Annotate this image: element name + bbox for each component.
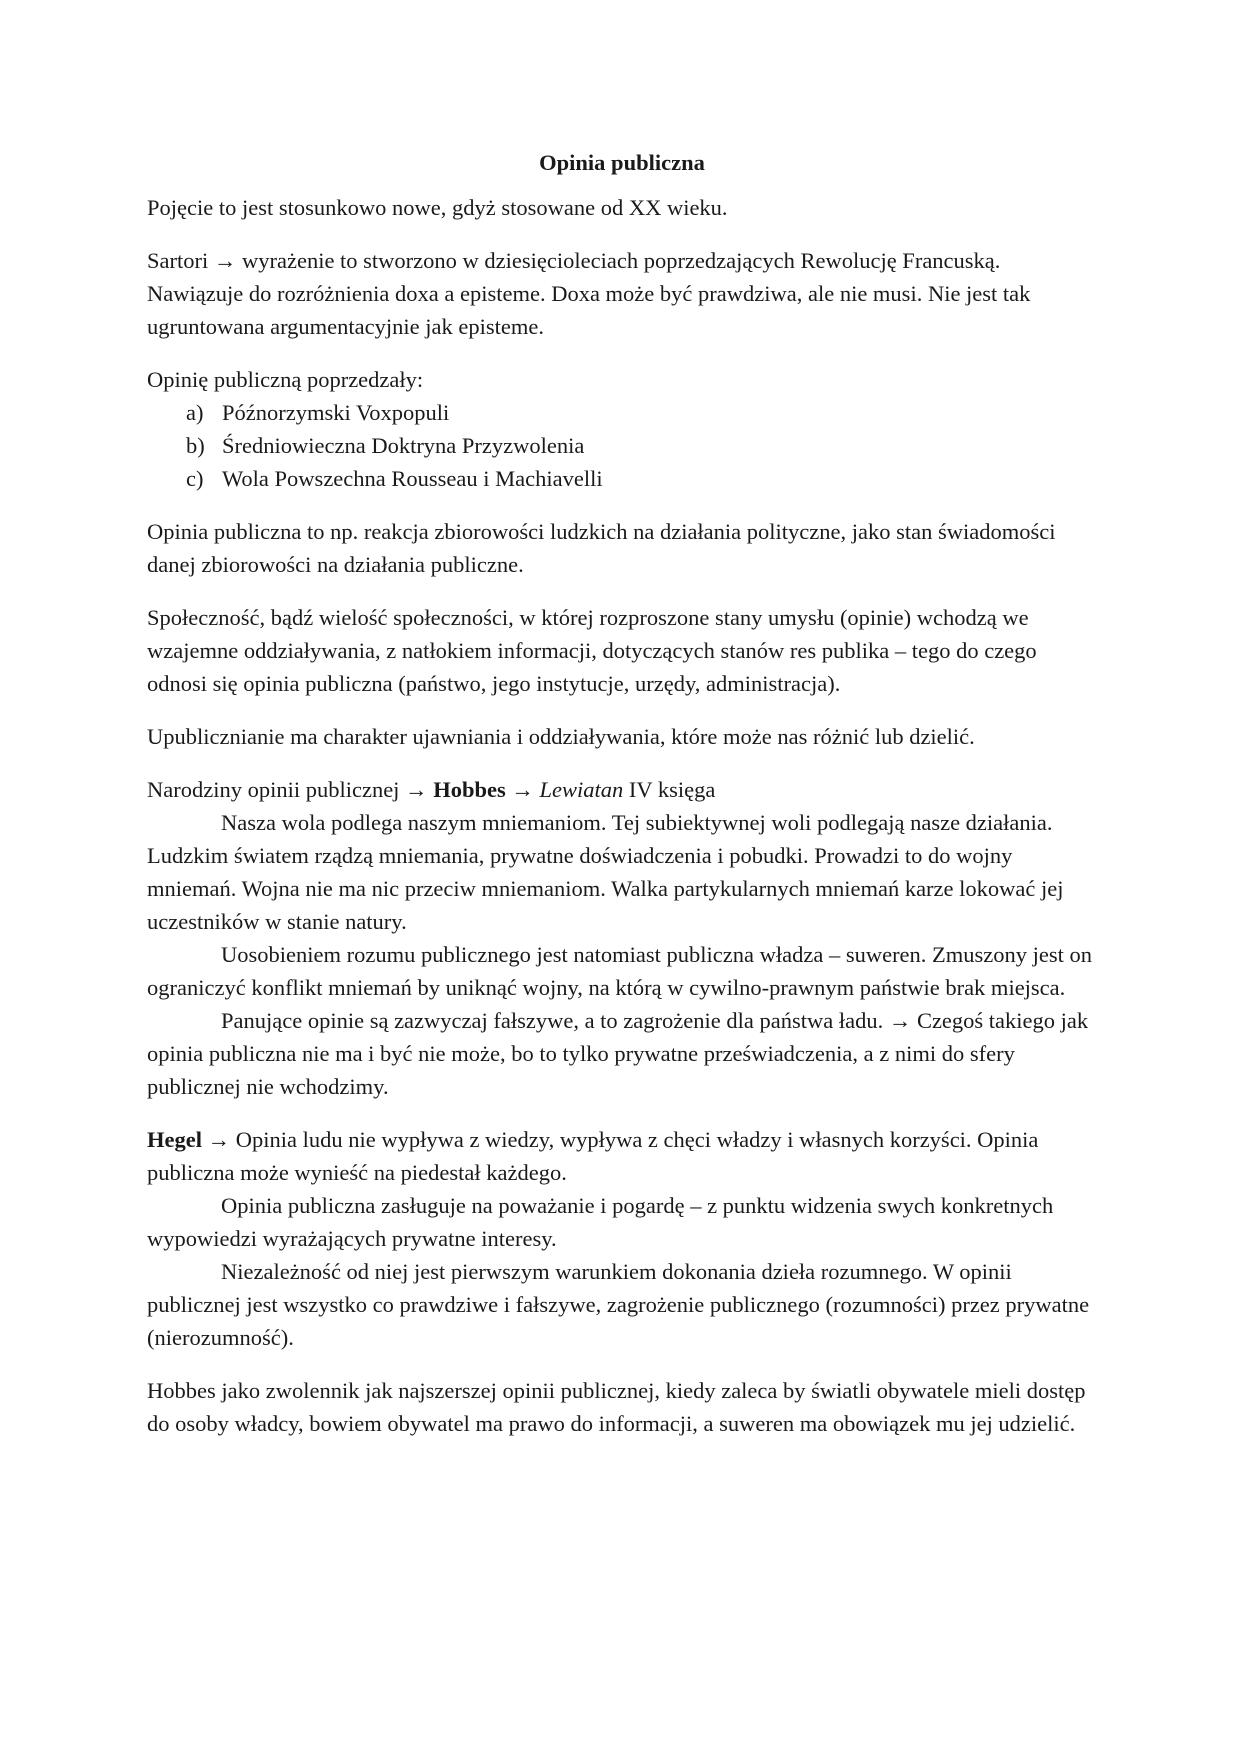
list-marker: a)	[186, 400, 204, 425]
hegel-name: Hegel	[147, 1127, 202, 1152]
document-title: Opinia publiczna	[539, 150, 705, 175]
list-marker: c)	[186, 466, 204, 491]
hobbes-paragraph-2: Uosobieniem rozumu publicznego jest natomiast publiczna władza – suweren. Zmuszony jest on ograniczyć konflikt mniemań by uniknąć wojny, na którą w cywilno-prawnym państwie brak miejsca.	[147, 942, 1093, 1000]
hobbes-prefix: Narodziny opinii publicznej →	[147, 777, 434, 802]
hegel-heading	[147, 1123, 1097, 1189]
paragraph-society: Społeczność, bądź wielość społeczności, w której rozproszone stany umysłu (opinie) wchodzą we wzajemne oddziaływania, z natłokiem informacji, dotyczących stanów res publika – tego do czego odnosi się opinia publiczna (państwo, jego instytucje, urzędy, administracja).	[147, 605, 1037, 696]
list-intro: Opinię publiczną poprzedzały:	[147, 367, 424, 392]
hobbes-heading	[147, 773, 1097, 806]
hobbes-paragraph-3: Panujące opinie są zazwyczaj fałszywe, a to zagrożenie dla państwa ładu. → Czegoś takiego jak opinia publiczna nie ma i być nie może, bo to tylko prywatne przeświadczenia, a z nimi do sfery publicznej nie wchodzimy.	[147, 1008, 1089, 1099]
paragraph-sartori: Sartori → wyrażenie to stworzono w dziesięcioleciach poprzedzających Rewolucję Francuską. Nawiązuje do rozróżnienia doxa a episteme. Doxa może być prawdziwa, ale nie musi. Nie jest tak ugruntowana argumentacyjnie jak episteme.	[147, 248, 1031, 339]
hegel-paragraph-1: Opinia publiczna zasługuje na poważanie i pogardę – z punktu widzenia swych konkretnych wypowiedzi wyrażających prywatne interesy.	[147, 1193, 1054, 1251]
list-item-text: Późnorzymski Voxpopuli	[222, 400, 450, 425]
document-body	[147, 146, 1097, 1460]
list-item	[186, 396, 1097, 429]
paragraph-publicizing: Upublicznianie ma charakter ujawniania i oddziaływania, które może nas różnić lub dzielić.	[147, 724, 975, 749]
list-item-text: Średniowieczna Doktryna Przyzwolenia	[222, 433, 585, 458]
list-item-text: Wola Powszechna Rousseau i Machiavelli	[222, 466, 603, 491]
hegel-paragraph-2: Niezależność od niej jest pierwszym warunkiem dokonania dzieła rozumnego. W opinii publicznej jest wszystko co prawdziwe i fałszywe, zagrożenie publicznego (rozumności) przez prywatne (nierozumność).	[147, 1259, 1090, 1350]
paragraph-intro: Pojęcie to jest stosunkowo nowe, gdyż stosowane od XX wieku.	[147, 195, 728, 220]
list-item	[186, 462, 1097, 495]
paragraph-definition: Opinia publiczna to np. reakcja zbiorowości ludzkich na działania polityczne, jako stan świadomości danej zbiorowości na działania publiczne.	[147, 519, 1056, 577]
hobbes-work: Lewiatan	[539, 777, 624, 802]
hegel-lead: → Opinia ludu nie wypływa z wiedzy, wypływa z chęci władzy i własnych korzyści. Opinia publiczna może wynieść na piedestał każdego.	[147, 1127, 1039, 1185]
list-marker: b)	[186, 433, 205, 458]
hobbes-paragraph-1: Nasza wola podlega naszym mniemaniom. Tej subiektywnej woli podlegają nasze działania. Ludzkim światem rządzą mniemania, prywatne doświadczenia i pobudki. Prowadzi to do wojny mniemań. Wojna nie ma nic przeciw mniemaniom. Walka partykularnych mniemań karze lokować jej uczestników w stanie natury.	[147, 810, 1064, 934]
hobbes-name: Hobbes	[433, 777, 506, 802]
paragraph-conclusion: Hobbes jako zwolennik jak najszerszej opinii publicznej, kiedy zaleca by światli obywatele mieli dostęp do osoby władcy, bowiem obywatel ma prawo do informacji, a suweren ma obowiązek mu jej udzielić.	[147, 1378, 1086, 1436]
precursors-list	[147, 396, 1097, 495]
hobbes-arrow: →	[505, 777, 540, 802]
list-item	[186, 429, 1097, 462]
hobbes-suffix: IV księga	[623, 777, 716, 802]
